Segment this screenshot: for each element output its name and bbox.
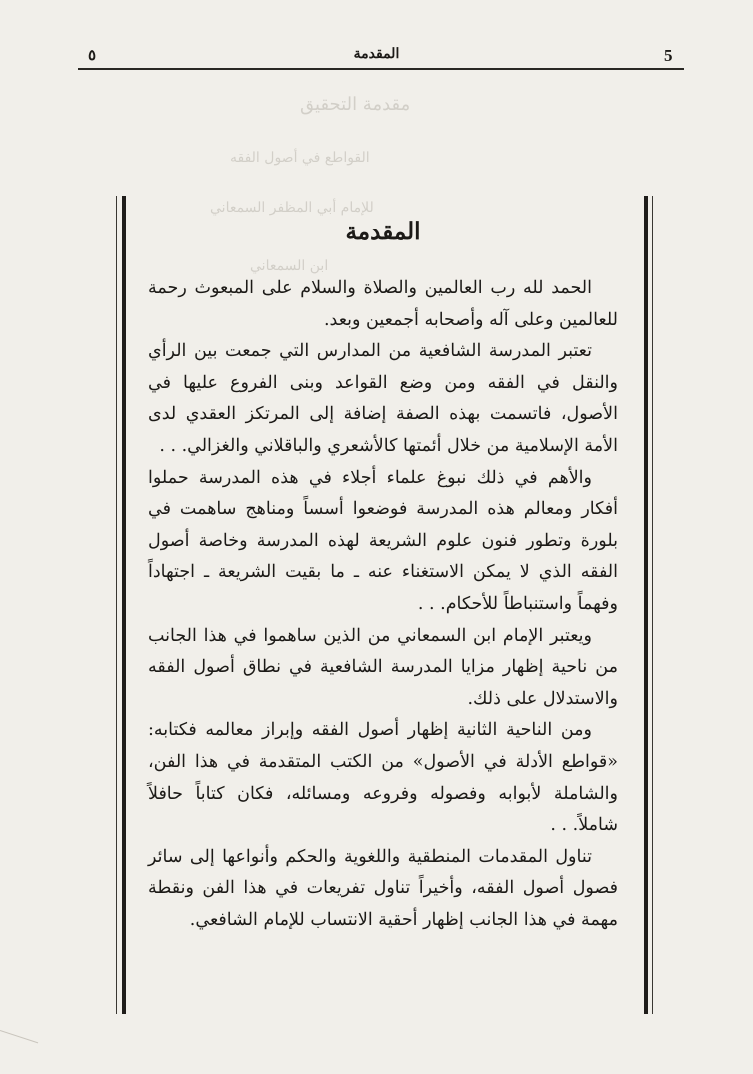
- page-number-arabic: ٥: [88, 46, 97, 64]
- paragraph: تعتبر المدرسة الشافعية من المدارس التي جمعت بين الرأي والنقل في الفقه ومن وضع القواعد وبنى الفروع عليها في الأصول، فاتسمت بهذه الصفة إضافة إلى المرتكز العقدي لدى الأمة الإسلامية من خلال أئمتها كالأشعري والباقلاني والغزالي. . .: [148, 341, 618, 456]
- bleed-through-text: للإمام أبي المظفر السمعاني: [210, 200, 374, 216]
- frame-bar-right-thin: [652, 196, 653, 1014]
- main-content: [148, 212, 618, 936]
- paragraph: ويعتبر الإمام ابن السمعاني من الذين ساهموا في هذا الجانب من ناحية إظهار مزايا المدرسة الشافعية في نطاق أصول الفقه والاستدلال على ذلك.: [148, 625, 618, 709]
- running-head: المقدمة: [353, 46, 400, 62]
- paragraph: والأهم في ذلك نبوغ علماء أجلاء في هذه المدرسة حملوا أفكار ومعالم هذه المدرسة فوضعوا أسساً ومناهج ساهمت في بلورة وتطور فنون علوم الشريعة لهذه المدرسة وخاصة أصول الفقه الذي لا يمكن الاستغناء عنه ـ ما بقيت الشريعة ـ اجتهاداً وفهماً واستنباطاً للأحكام. . .: [148, 467, 618, 614]
- paragraph: ومن الناحية الثانية إظهار أصول الفقه وإبراز معالمه فكتابه: «قواطع الأدلة في الأصول» من الكتب المتقدمة في هذا الفن، والشاملة لأبوابه وفصوله وفروعه ومسائله، فكان كتاباً حافلاً شاملاً. . .: [148, 720, 618, 836]
- frame-bar-right: [644, 196, 648, 1014]
- page-title: المقدمة: [345, 218, 421, 245]
- frame-bar-left-thin: [116, 196, 117, 1014]
- frame-bar-left: [122, 196, 126, 1014]
- bleed-through-text: مقدمة التحقيق: [300, 94, 411, 115]
- bleed-through-text: القواطع في أصول الفقه: [230, 150, 370, 166]
- header-rule: [78, 68, 684, 70]
- page-number-latin: 5: [664, 46, 673, 65]
- corner-mark: [0, 1030, 38, 1043]
- bleed-through-text: ابن السمعاني: [250, 258, 329, 274]
- paragraph: تناول المقدمات المنطقية واللغوية والحكم وأنواعها إلى سائر فصول أصول الفقه، وأخيراً تناول تفريعات في هذا الفن ونقطة مهمة في هذا الجانب إظهار أحقية الانتساب للإمام الشافعي.: [148, 846, 618, 930]
- paragraph: الحمد لله رب العالمين والصلاة والسلام على المبعوث رحمة للعالمين وعلى آله وأصحابه أجمعين وبعد.: [148, 278, 618, 330]
